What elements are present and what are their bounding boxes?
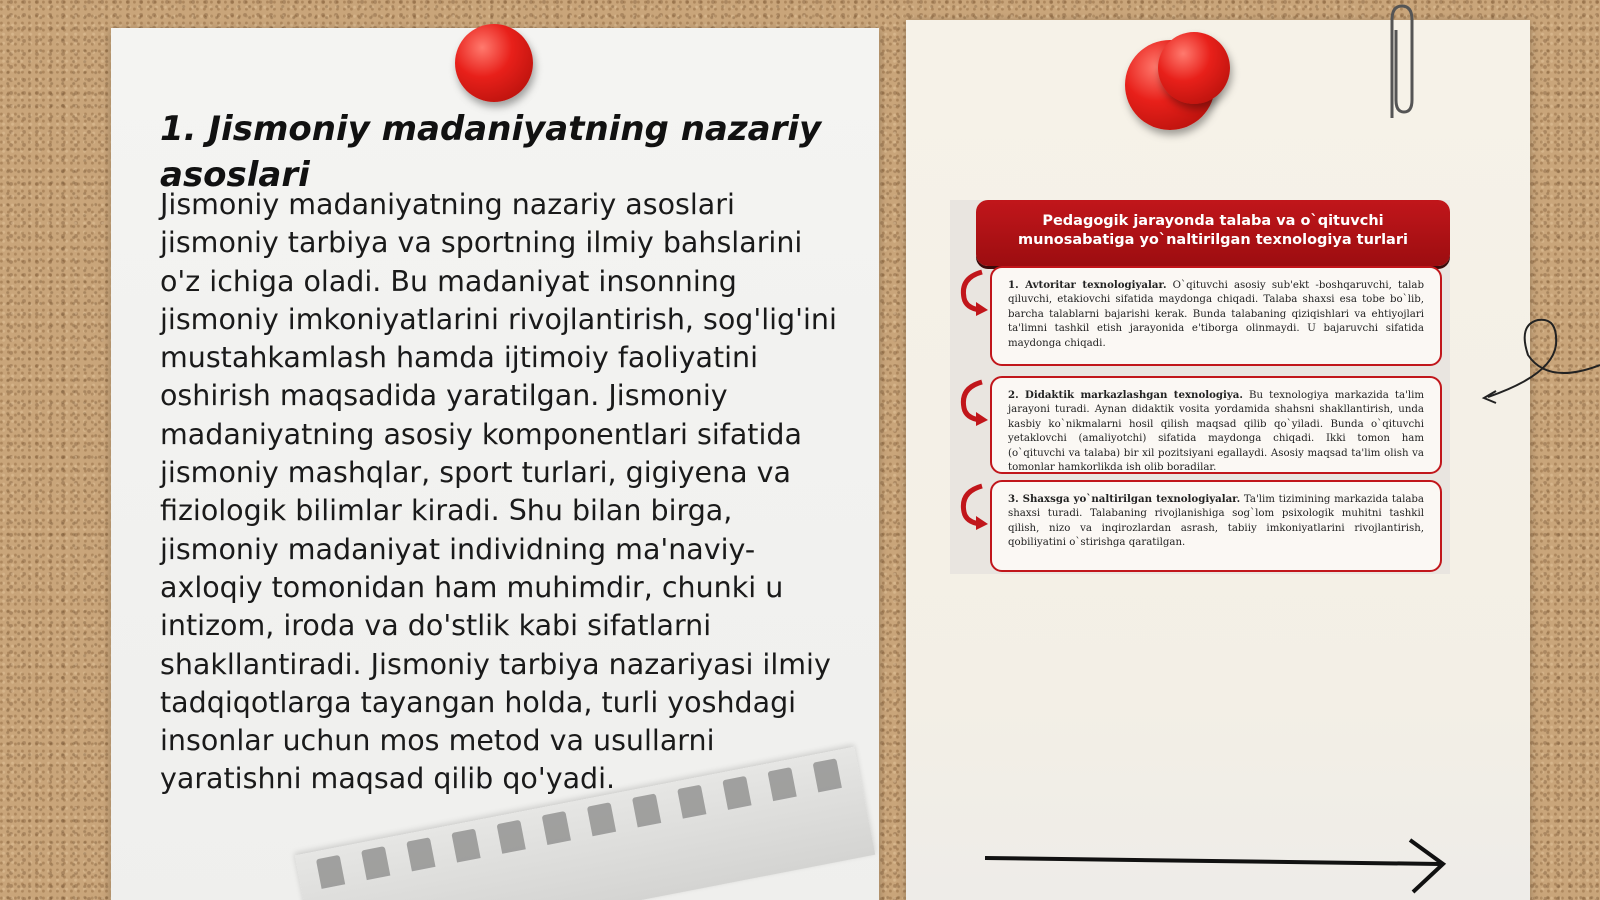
curved-arrow-icon — [956, 482, 992, 530]
item-heading: 2. Didaktik markazlashgan texnologiya. — [1008, 389, 1243, 401]
infographic-header-line-1: Pedagogik jarayonda talaba va o`qituvchi — [1042, 213, 1384, 229]
item-text: Bu texnologiya markazida ta'lim jarayoni turadi. Aynan didaktik vosita yordamida shahsni shakllantirish, unda kasbiy ko`nikmalarni hosil qilish maqsad qilib qo`yiladi. Bunda o`qituvchi yetaklovchi (amaliyotchi) sifatida maydonga chiqadi. Ikki tomon ham (o`qituvchi va talaba) bir xil pozitsiyani egallaydi. Asosiy maqsad ta'lim olish va tomonlar hamkorlikda ish olib boradilar. — [1008, 390, 1424, 474]
curved-arrow-icon — [956, 268, 992, 316]
push-pin-icon — [1158, 32, 1230, 104]
curved-arrow-icon — [956, 378, 992, 426]
item-text: O`qituvchi asosiy sub'ekt -boshqaruvchi, talab qiluvchi, etakiovchi sifatida maydonga chiqadi. Talaba shaxsi esa tobe bo`lib, barcha talablarni bajarishi kerak. Bunda talabaning qiziqishlari va ehtiyojlari ta'limni tashkil etish jarayonida e'tiborga olinmaydi. U bajaruvchi sifatida maydonga chiqadi. — [1008, 280, 1424, 349]
item-heading: 3. Shaxsga yo`naltirilgan texnologiyalar. — [1008, 493, 1241, 505]
curl-arrow-icon — [1478, 315, 1600, 405]
list-item — [990, 376, 1442, 474]
push-pin-icon — [455, 24, 533, 102]
technology-types-infographic — [950, 200, 1450, 574]
section-title: 1. Jismoniy madaniyatning nazariy asoslari — [160, 109, 822, 195]
list-item — [990, 266, 1442, 366]
infographic-header-line-2: munosabatiga yo`naltirilgan texnologiya turlari — [1018, 232, 1408, 248]
right-arrow-icon — [985, 838, 1447, 898]
list-item — [990, 480, 1442, 572]
paper-clip-icon — [1380, 0, 1416, 120]
item-heading: 1. Avtoritar texnologiyalar. — [1008, 279, 1167, 291]
section-body: Jismoniy madaniyatning nazariy asoslari jismoniy tarbiya va sportning ilmiy bahslarini o'z ichiga oladi. Bu madaniyat insonning jismoniy imkoniyatlarini rivojlantirish, sog'lig'ini mustahkamlash hamda ijtimoiy faoliyatini oshirish maqsadida yaratilgan. Jismoniy madaniyatning asosiy komponentlari sifatida jismoniy mashqlar, sport turlari, gigiyena va fiziologik bilimlar kiradi. Shu bilan birga, jismoniy madaniyat individning ma'naviy-axloqiy tomonidan ham muhimdir, chunki u intizom, iroda va do'stlik kabi sifatlarni shakllantiradi. Jismoniy tarbiya nazariyasi ilmiy tadqiqotlarga tayangan holda, turli yoshdagi insonlar uchun mos metod va usullarni yaratishni maqsad qilib qo'yadi. — [160, 188, 837, 796]
infographic-header — [976, 200, 1450, 266]
item-text: Ta'lim tizimining markazida talaba shaxsi turadi. Talabaning rivojlanishiga sog`lom psixologik muhitni tashkil qilish, nizo va inqirozlardan asrash, tabiiy imkoniyatlarini rivojlantirish, qobiliyatini o`stirishga qaratilgan. — [1008, 494, 1425, 549]
